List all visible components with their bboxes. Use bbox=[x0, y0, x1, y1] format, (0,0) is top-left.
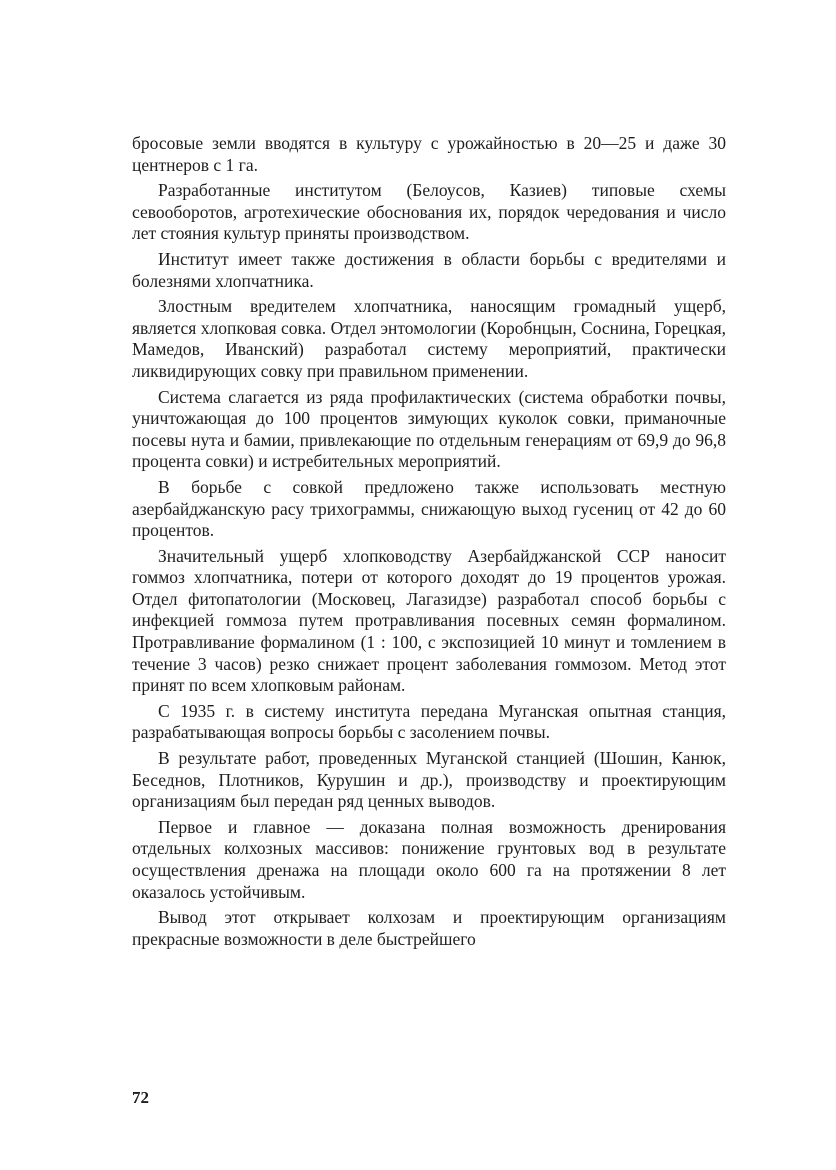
paragraph-7: Значительный ущерб хлопководству Азербайджанской ССР наносит гоммоз хлопчатника, потери от которого доходят до 19 процентов урожая. Отдел фитопатологии (Московец, Лагазидзе) разработал способ борьбы с инфекцией гоммоза путем протравливания посевных семян формалином. Протравливание формалином (1 : 100, с экспозицией 10 минут и томлением в течение 3 часов) резко снижает процент заболевания гоммозом. Метод этот принят по всем хлопковым районам. bbox=[132, 545, 726, 696]
paragraph-10: Первое и главное — доказана полная возможность дренирования отдельных колхозных массивов: понижение грунтовых вод в результате осуществления дренажа на площади около 600 га на протяжении 8 лет оказалось устойчивым. bbox=[132, 816, 726, 902]
paragraph-2: Разработанные институтом (Белоусов, Казиев) типовые схемы севооборотов, агротехические обоснования их, порядок чередования и число лет стояния культур приняты производством. bbox=[132, 180, 726, 244]
page-body bbox=[132, 133, 726, 954]
paragraph-11: Вывод этот открывает колхозам и проектирующим организациям прекрасные возможности в деле быстрейшего bbox=[132, 907, 726, 949]
paragraph-4: Злостным вредителем хлопчатника, наносящим громадный ущерб, является хлопковая совка. Отдел энтомологии (Коробнцын, Соснина, Горецкая, Мамедов, Иванский) разработал систему мероприятий, практически ликвидирующих совку при правильном применении. bbox=[132, 296, 726, 381]
paragraph-5: Система слагается из ряда профилактических (система обработки почвы, уничтожающая до 100 процентов зимующих куколок совки, приманочные посевы нута и бамии, привлекающие по отдельным генерациям от 69,9 до 96,8 процента совки) и истребительных мероприятий. bbox=[132, 386, 726, 472]
paragraph-3: Институт имеет также достижения в области борьбы с вредителями и болезнями хлопчатника. bbox=[132, 248, 726, 291]
paragraph-9: В результате работ, проведенных Муганской станцией (Шошин, Канюк, Беседнов, Плотников, Курушин и др.), производству и проектирующим организациям был передан ряд ценных выводов. bbox=[132, 748, 726, 812]
paragraph-1: бросовые земли вводятся в культуру с урожайностью в 20—25 и даже 30 центнеров с 1 га. bbox=[132, 133, 726, 175]
page-number: 72 bbox=[132, 1088, 149, 1107]
paragraph-6: В борьбе с совкой предложено также использовать местную азербайджанскую расу трихограммы, снижающую выход гусениц от 42 до 60 процентов. bbox=[132, 476, 726, 541]
paragraph-8: С 1935 г. в систему института передана Муганская опытная станция, разрабатывающая вопросы борьбы с засолением почвы. bbox=[132, 700, 726, 743]
